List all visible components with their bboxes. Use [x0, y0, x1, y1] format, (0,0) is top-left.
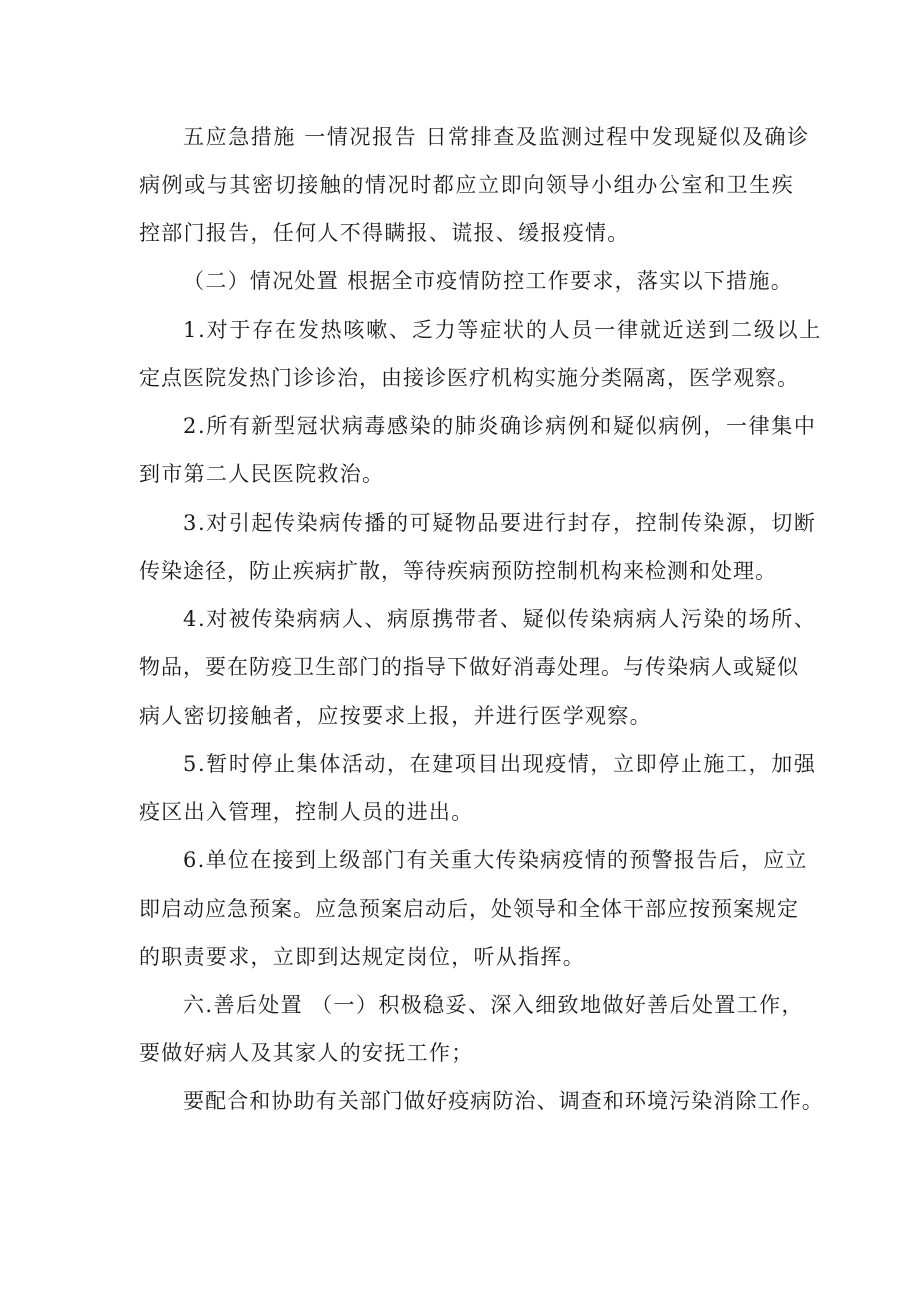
item-4-line-2: 物品，要在防疫卫生部门的指导下做好消毒处理。与传染病人或疑似	[139, 655, 799, 679]
item-3-line-2: 传染途径，防止疾病扩散，等待疾病预防控制机构来检测和处理。	[139, 559, 777, 583]
item-4-line-3: 病人密切接触者，应按要求上报，并进行医学观察。	[139, 704, 652, 728]
item-5-line-1: 5.暂时停止集体活动，在建项目出现疫情，立即停止施工，加强	[183, 752, 817, 776]
section-5-line-1: 五应急措施 一情况报告 日常排查及监测过程中发现疑似及确诊	[183, 125, 810, 149]
item-4-line-1: 4.对被传染病病人、病原携带者、疑似传染病病人污染的场所、	[183, 607, 817, 631]
section-6-line-2: 要做好病人及其家人的安抚工作；	[139, 1041, 474, 1065]
subsection-2-heading: （二）情况处置 根据全市疫情防控工作要求，落实以下措施。	[183, 269, 794, 293]
item-6-line-1: 6.单位在接到上级部门有关重大传染病疫情的预警报告后，应立	[183, 848, 808, 872]
section-6-line-1: 六.善后处置 （一）积极稳妥、深入细致地做好善后处置工作，	[183, 993, 804, 1017]
item-1-line-2: 定点医院发热门诊诊治，由接诊医疗机构实施分类隔离，医学观察。	[139, 366, 799, 390]
item-6-line-3: 的职责要求，立即到达规定岗位，听从指挥。	[139, 945, 585, 969]
section-6-line-3: 要配合和协助有关部门做好疫病防治、调查和环境污染消除工作。	[183, 1089, 824, 1113]
item-1-line-1: 1.对于存在发热咳嗽、乏力等症状的人员一律就近送到二级以上	[183, 318, 823, 342]
item-5-line-2: 疫区出入管理，控制人员的进出。	[139, 800, 474, 824]
section-5-line-2: 病例或与其密切接触的情况时都应立即向领导小组办公室和卫生疾	[139, 173, 795, 197]
section-5-line-3: 控部门报告，任何人不得瞒报、谎报、缓报疫情。	[139, 221, 630, 245]
item-2-line-1: 2.所有新型冠状病毒感染的肺炎确诊病例和疑似病例，一律集中	[183, 414, 817, 438]
item-6-line-2: 即启动应急预案。应急预案启动后，处领导和全体干部应按预案规定	[139, 897, 799, 921]
item-3-line-1: 3.对引起传染病传播的可疑物品要进行封存，控制传染源，切断	[183, 511, 817, 535]
item-2-line-2: 到市第二人民医院救治。	[139, 462, 385, 486]
